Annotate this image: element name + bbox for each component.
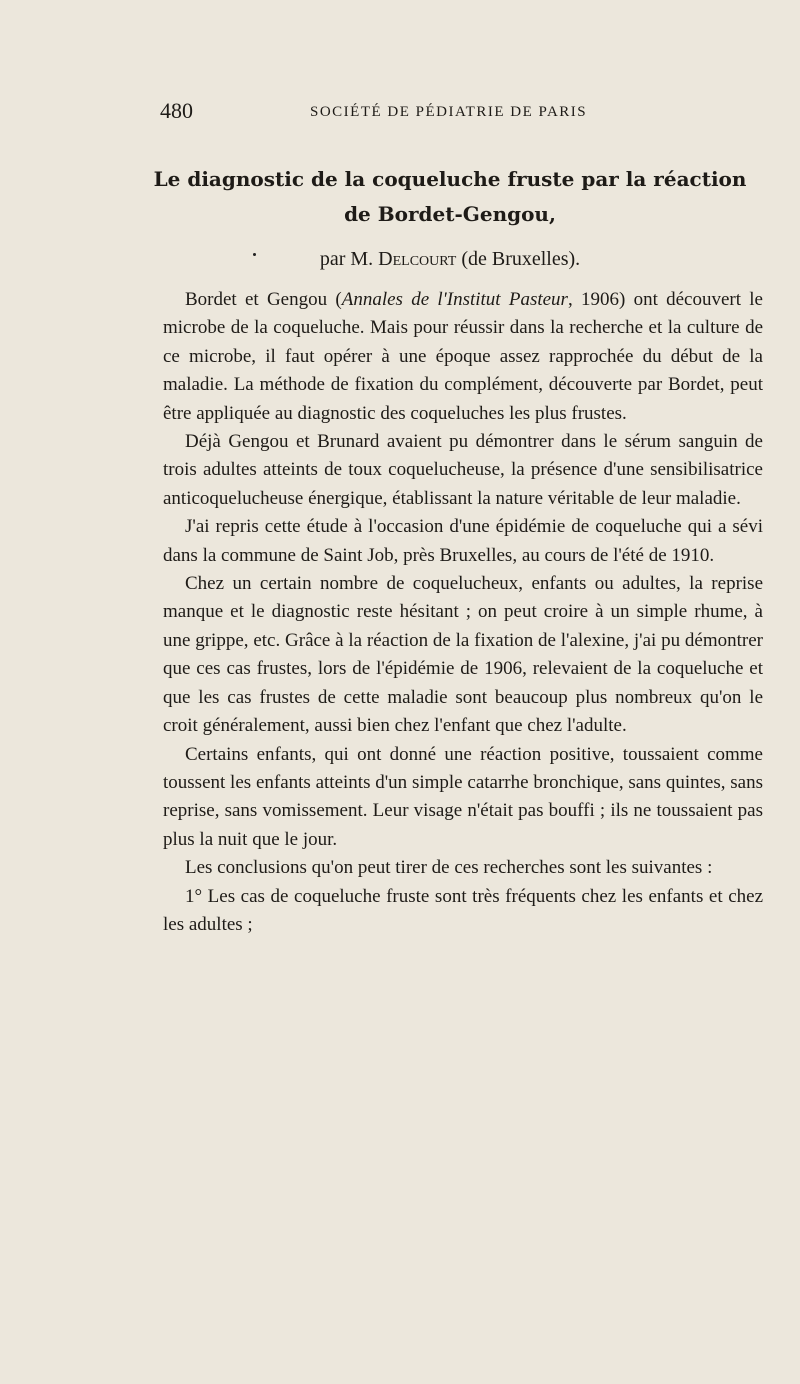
paragraph-4: Chez un certain nombre de coquelucheux, enfants ou adultes, la reprise manque et le diagnostic reste hésitant ; on peut croire à un simple rhume, à une grippe, etc. Grâce à la réaction de la fixation de l'alexine, j'ai pu démontrer que ces cas frustes, lors de l'épidémie de 1906, relevaient de la coqueluche et que les cas frustes de cette maladie sont beaucoup plus nombreux qu'on le croit généralement, aussi bien chez l'enfant que chez l'adulte. (163, 573, 763, 737)
article-title (150, 162, 750, 232)
byline-affiliation: (de Bruxelles). (461, 248, 581, 270)
p1-rest: , 1906) ont découvert le microbe de la coqueluche. Mais pour réussir dans la recherche et la culture de ce microbe, il faut opérer à une époque assez rapprochée du début de la maladie. La méthode de fixation du complément, découverte par Bordet, peut être appliquée au diagnostic des coqueluches les plus frustes. (163, 289, 763, 424)
citation: Annales de l'Institut Pasteur (341, 289, 568, 310)
p1-start: Bordet et Gengou ( (185, 289, 342, 310)
paragraph-7: 1° Les cas de coqueluche fruste sont très fréquents chez les enfants et chez les adultes ; (163, 885, 763, 935)
byline (150, 248, 750, 271)
title-line-2: de Bordet-Gengou, (344, 202, 556, 226)
byline-author: Delcourt (378, 248, 457, 270)
article-body (163, 286, 763, 939)
paragraph-2: Déjà Gengou et Brunard avaient pu démontrer dans le sérum sanguin de trois adultes atteints de toux coquelucheuse, la présence d'une sensibilisatrice anticoquelucheuse énergique, établissant la nature véritable de leur maladie. (163, 431, 763, 509)
paragraph-1 (163, 286, 763, 428)
page-number: 480 (160, 98, 193, 123)
paragraph-6: Les conclusions qu'on peut tirer de ces recherches sont les suivantes : (185, 857, 713, 879)
byline-prefix: par M. (319, 248, 374, 270)
running-head: SOCIÉTÉ DE PÉDIATRIE DE PARIS (310, 104, 588, 120)
title-line-1: Le diagnostic de la coqueluche fruste par la réaction (153, 167, 747, 191)
paragraph-3: J'ai repris cette étude à l'occasion d'une épidémie de coqueluche qui a sévi dans la commune de Saint Job, près Bruxelles, au cours de l'été de 1910. (163, 516, 763, 566)
page-header (160, 92, 770, 132)
paragraph-5: Certains enfants, qui ont donné une réaction positive, toussaient comme toussent les enfants atteints d'un simple catarrhe bronchique, sans quintes, sans reprise, sans vomissement. Leur visage n'était pas bouffi ; ils ne toussaient pas plus la nuit que le jour. (163, 743, 763, 850)
